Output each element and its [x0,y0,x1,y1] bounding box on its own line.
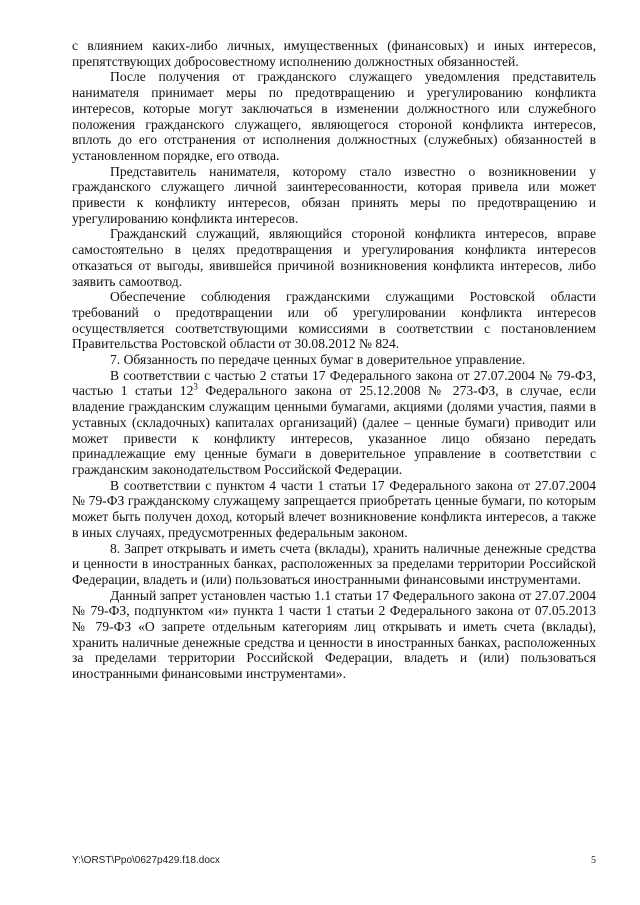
text-before-sup: В соответствии с частью 2 статьи 17 Федерального закона от 27.07.2004 № 79-ФЗ, частью 1 статьи 12 [72,367,596,399]
text-after-sup: Федерального закона от 25.12.2008 № 273-ФЗ, в случае, если владение гражданским служащим ценными бумагами, акциями (долями участия, паями в уставных (складочных) капиталах организаций) (далее – ценные бумаги) приводит или может привести к конфликту интересов, указанное лицо обязано передать принадлежащие ему ценные бумаги в доверительное управление в соответствии с гражданским законодательством Российской Федерации. [72,383,596,477]
paragraph-employer-measures: После получения от гражданского служащего уведомления представитель нанимателя принимает меры по предотвращению и урегулированию конфликта интересов, которые могут заключаться в изменении должностного или служебного положения гражданского служащего, являющегося стороной конфликта интересов, вплоть до его отстранения от исполнения должностных (служебных) обязанностей в установленном порядке, его отвода. [72,69,596,163]
paragraph-self-recusal: Гражданский служащий, являющийся стороной конфликта интересов, вправе самостоятельно в целях предотвращения и урегулирования конфликта интересов отказаться от выгоды, явившейся причиной возникновения конфликта интересов, либо заявить самоотвод. [72,226,596,289]
paragraph-employer-aware: Представитель нанимателя, которому стало известно о возникновении у гражданского служащего личной заинтересованности, которая привела или может привести к конфликту интересов, обязан принять меры по предотвращению и урегулированию конфликта интересов. [72,163,596,226]
superscript-mark: 3 [193,381,198,392]
paragraph-securities-trust [72,368,596,478]
footer-file-path: Y:\ORST\Ppo\0627p429.f18.docx [72,855,220,866]
document-body [72,38,596,682]
paragraph-continuation: с влиянием каких-либо личных, имущественных (финансовых) и иных интересов, препятствующих добросовестному исполнению должностных обязанностей. [72,38,596,69]
section-8-heading: 8. Запрет открывать и иметь счета (вклады), хранить наличные денежные средства и ценности в иностранных банках, расположенных за пределами территории Российской Федерации, владеть и (или) пользоваться иностранными финансовыми инструментами. [72,540,596,587]
section-7-heading: 7. Обязанность по передаче ценных бумаг в доверительное управление. [110,352,526,368]
paragraph-commissions: Обеспечение соблюдения гражданскими служащими Ростовской области требований о предотвращении или об урегулировании конфликта интересов осуществляется соответствующими комиссиями в соответствии с постановлением Правительства Ростовской области от 30.08.2012 № 824. [72,289,596,352]
page-number: 5 [591,855,596,866]
paragraph-securities-ban: В соответствии с пунктом 4 части 1 статьи 17 Федерального закона от 27.07.2004 № 79-ФЗ гражданскому служащему запрещается приобретать ценные бумаги, по которым может быть получен доход, который влечет возникновение конфликта интересов, а также в иных случаях, предусмотренных федеральным законом. [72,477,596,540]
paragraph-foreign-accounts: Данный запрет установлен частью 1.1 статьи 17 Федерального закона от 27.07.2004 № 79-ФЗ, подпунктом «и» пункта 1 части 1 статьи 2 Федерального закона от 07.05.2013 № 79-ФЗ «О запрете отдельным категориям лиц открывать и иметь счета (вклады), хранить наличные денежные средства и ценности в иностранных банках, расположенных за пределами территории Российской Федерации, владеть и (или) пользоваться иностранными финансовыми инструментами». [72,587,596,682]
